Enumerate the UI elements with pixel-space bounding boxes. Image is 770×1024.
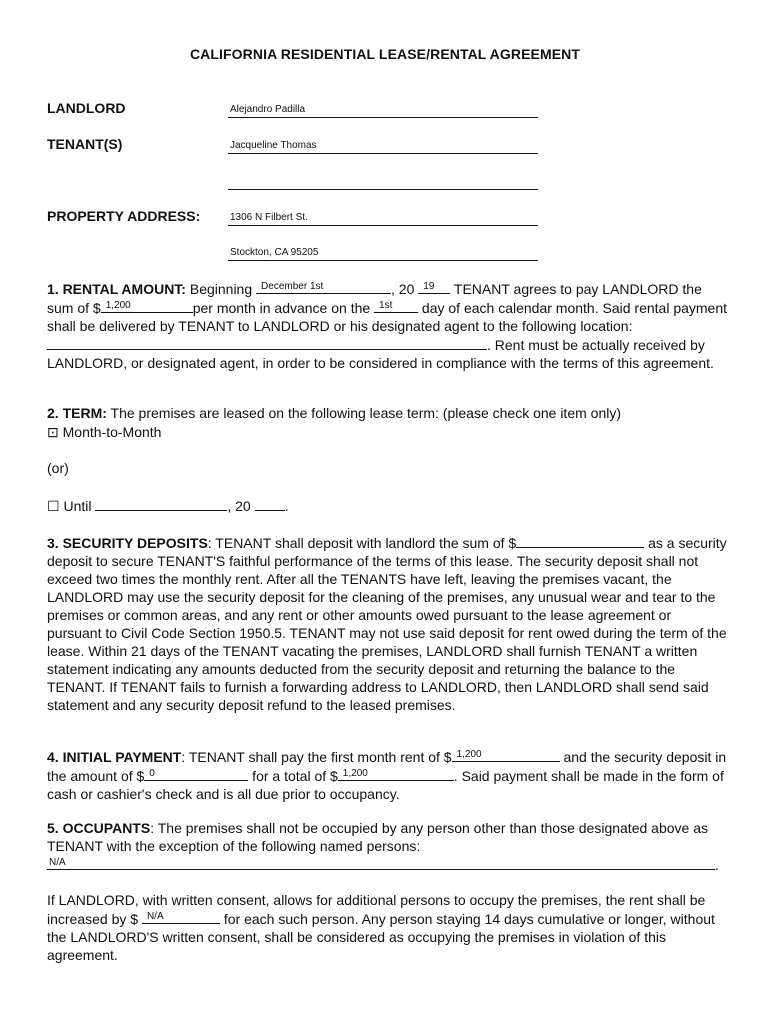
- deposit-amount-value: 0: [149, 768, 155, 779]
- due-day-value: 1st: [379, 300, 393, 311]
- s4-text-2: and the security deposit in the amount of $: [47, 749, 727, 784]
- section-occupants: [47, 819, 727, 855]
- tenant-field[interactable]: [228, 136, 538, 154]
- document-title: CALIFORNIA RESIDENTIAL LEASE/RENTAL AGREEMENT: [189, 46, 581, 62]
- s4-text-4: . Said payment shall be made in the form of cash or cashier's check and is all due prior to occupancy.: [47, 768, 724, 802]
- section-2-heading: 2. TERM:: [47, 405, 107, 421]
- rent-increase-field[interactable]: [142, 909, 220, 924]
- checked-box-icon[interactable]: ⊡: [47, 424, 59, 440]
- named-persons-row: [47, 855, 727, 874]
- landlord-field[interactable]: [228, 100, 538, 118]
- address-line1-field[interactable]: [228, 208, 538, 226]
- until-text-2: , 20: [227, 498, 255, 514]
- s1-text-2: , 20: [391, 281, 419, 297]
- s5-text-1: : The premises shall not be occupied by any person other than those designated above as TENANT with the exception of the following named persons:: [47, 820, 708, 854]
- s4-text-3: for a total of $: [248, 768, 338, 784]
- until-year-field[interactable]: [255, 496, 285, 511]
- begin-date-value: December 1st: [261, 281, 324, 292]
- s1-text-6: . Rent must be actually received by LANDLORD, or designated agent, in order to be considered in compliance with the terms of this agreement.: [47, 337, 714, 371]
- monthly-rent-value: 1,200: [105, 300, 131, 311]
- section-security-deposits: [47, 533, 727, 714]
- additional-persons-paragraph: [47, 891, 727, 964]
- section-3-heading: 3. SECURITY DEPOSITS: [47, 535, 208, 551]
- s1-text-3: TENANT agrees to pay LANDLORD the sum of $: [47, 281, 702, 316]
- section-term: [47, 404, 727, 422]
- named-persons-value: N/A: [49, 857, 66, 868]
- s5-text-2: .: [715, 857, 719, 873]
- total-value: 1,200: [342, 768, 368, 779]
- due-day-field[interactable]: [374, 298, 418, 313]
- security-deposit-field[interactable]: [516, 533, 644, 548]
- month-to-month-label: Month-to-Month: [58, 424, 162, 440]
- begin-date-field[interactable]: [256, 279, 391, 294]
- s3-text-1: : TENANT shall deposit with landlord the sum of $: [207, 535, 517, 551]
- tenant-field-2[interactable]: [228, 172, 538, 190]
- year-value: 19: [423, 281, 435, 292]
- s2-text: The premises are leased on the following lease term: (please check one item only): [106, 405, 622, 421]
- section-1-heading: 1. RENTAL AMOUNT:: [47, 281, 186, 297]
- s5-p2-text-1: If LANDLORD, with written consent, allows for additional persons to occupy the premises, the rent shall be increased by $: [47, 892, 706, 927]
- section-4-heading: 4. INITIAL PAYMENT: [47, 749, 182, 765]
- first-rent-field[interactable]: [452, 747, 560, 762]
- s3-text-2: as a security deposit to secure TENANT'S faithful performance of the terms of this lease. The security deposit shall not exceed two times the monthly rent. After all the TENANTS have left, leaving the premises vacant, the LANDLORD may use the security deposit for the cleaning of the premises, any unusual wear and tear to the premises or common areas, and any rent or other amounts owed pursuant to the lease agreement or pursuant to Civil Code Section 1950.5. TENANT may not use said deposit for rent owed during the term of the lease. Within 21 days of the TENANT vacating the premises, LANDLORD shall furnish TENANT a written statement indicating any amounts deducted from the security deposit and returning the balance to the TENANT. If TENANT fails to furnish a forwarding address to LANDLORD, then LANDLORD shall send said statement and any security deposit refund to the leased premises.: [47, 535, 727, 713]
- term-option-month-to-month[interactable]: [47, 423, 727, 441]
- address-line2-field[interactable]: [228, 243, 538, 261]
- address-line2-value: Stockton, CA 95205: [230, 247, 319, 258]
- tenant-value: Jacqueline Thomas: [230, 140, 317, 151]
- named-persons-field[interactable]: [47, 855, 715, 870]
- s1-text-4: per month in advance on the: [192, 300, 375, 316]
- payment-location-field[interactable]: [47, 335, 487, 350]
- section-initial-payment: [47, 747, 727, 803]
- term-option-until[interactable]: [47, 496, 727, 515]
- until-date-field[interactable]: [95, 496, 227, 511]
- tenant-label: TENANT(S): [47, 136, 123, 152]
- section-rental-amount: [47, 279, 727, 372]
- deposit-amount-field[interactable]: [144, 766, 248, 781]
- term-or-text: (or): [47, 460, 69, 476]
- total-field[interactable]: [338, 766, 454, 781]
- monthly-rent-field[interactable]: [101, 298, 193, 313]
- s5-p2-text-2: for each such person. Any person staying 14 days cumulative or longer, without the LANDLORD'S written consent, shall be considered as occupying the premises in violation of this agreement.: [47, 911, 715, 963]
- until-text-3: .: [284, 498, 289, 514]
- s4-text-1: : TENANT shall pay the first month rent of $: [181, 749, 452, 765]
- landlord-label: LANDLORD: [47, 100, 126, 116]
- first-rent-value: 1,200: [456, 749, 482, 760]
- year-field[interactable]: [418, 279, 450, 294]
- landlord-value: Alejandro Padilla: [230, 104, 306, 115]
- property-address-label: PROPERTY ADDRESS:: [47, 208, 201, 224]
- rent-increase-value: N/A: [146, 911, 164, 922]
- unchecked-box-icon[interactable]: ☐: [47, 498, 60, 514]
- until-label: Until: [59, 498, 96, 514]
- address-line1-value: 1306 N Filbert St.: [230, 212, 308, 223]
- s1-text-1: Beginning: [185, 281, 257, 297]
- section-5-heading: 5. OCCUPANTS: [47, 820, 151, 836]
- s1-text-5: day of each calendar month. Said rental payment shall be delivered by TENANT to LANDLORD or his designated agent to the following location:: [47, 300, 728, 334]
